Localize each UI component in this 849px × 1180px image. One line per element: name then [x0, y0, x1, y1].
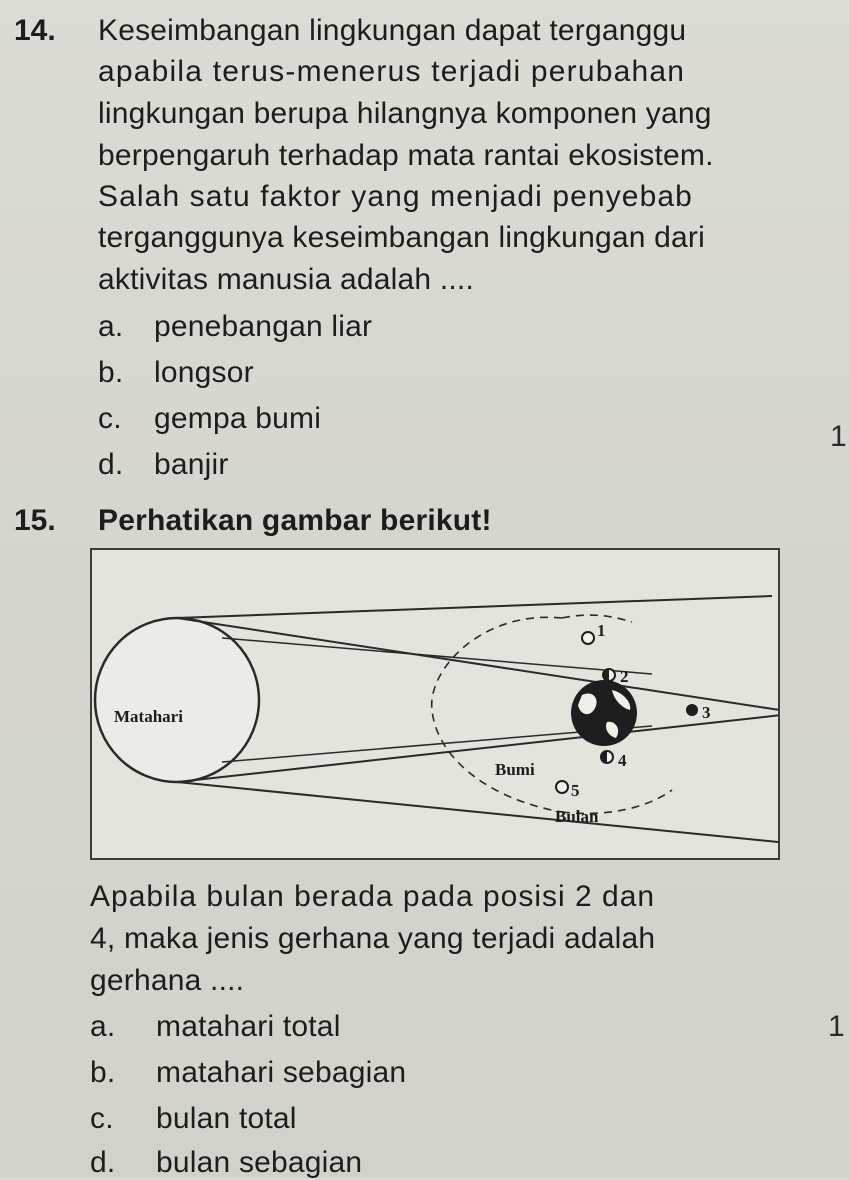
position-label-1: 1: [597, 621, 606, 640]
earth-label: Bumi: [495, 760, 535, 779]
option-text: gempa bumi: [154, 402, 322, 435]
moon-position-4: [601, 751, 613, 763]
position-label-4: 4: [618, 751, 627, 770]
question-line: apabila terus-menerus terjadi perubahan: [98, 55, 686, 88]
eclipse-diagram: [90, 548, 780, 860]
option-a[interactable]: [98, 310, 372, 344]
sun-shape: [95, 618, 259, 782]
option-letter: c.: [98, 402, 122, 435]
option-letter: b.: [90, 1056, 116, 1089]
question-line: lingkungan berupa hilangnya komponen yang: [98, 97, 712, 130]
option-c[interactable]: [98, 402, 321, 436]
question-line: Keseimbangan lingkungan dapat terganggu: [98, 14, 687, 47]
position-label-3: 3: [702, 703, 711, 722]
moon-label: Bulan: [555, 807, 599, 826]
moon-orbit: [432, 617, 562, 812]
question-line: berpengaruh terhadap mata rantai ekosistem.: [98, 139, 714, 172]
question-title: Perhatikan gambar berikut!: [98, 504, 492, 537]
question-number: 15.: [14, 504, 56, 537]
penumbra-line-lower: [177, 618, 778, 718]
option-text: longsor: [154, 356, 254, 389]
eclipse-diagram-svg: [92, 550, 778, 858]
position-label-2: 2: [620, 667, 629, 686]
margin-mark: 1: [828, 1010, 845, 1043]
question-line: Apabila bulan berada pada posisi 2 dan: [90, 880, 656, 913]
question-line: terganggunya keseimbangan lingkungan dari: [98, 221, 705, 254]
option-text: matahari total: [156, 1010, 341, 1043]
option-text: matahari sebagian: [156, 1056, 407, 1089]
option-letter: b.: [98, 356, 124, 389]
moon-position-1: [582, 632, 594, 644]
question-line: gerhana ....: [90, 964, 245, 997]
option-a[interactable]: [90, 1010, 341, 1044]
penumbra-line-upper: [177, 710, 778, 782]
earth-shape: [571, 680, 637, 746]
option-letter: d.: [90, 1146, 116, 1179]
moon-position-5: [556, 781, 568, 793]
option-text: bulan sebagian: [156, 1146, 363, 1179]
option-d[interactable]: [90, 1146, 362, 1180]
umbra-line-top: [177, 596, 772, 618]
option-letter: a.: [98, 310, 124, 343]
sun-label: Matahari: [114, 707, 183, 726]
position-label-5: 5: [571, 781, 580, 800]
option-letter: c.: [90, 1102, 114, 1135]
question-line: aktivitas manusia adalah ....: [98, 263, 474, 296]
question-number: 14.: [14, 14, 56, 47]
option-c[interactable]: [90, 1102, 297, 1136]
option-b[interactable]: [90, 1056, 406, 1090]
moon-position-2: [603, 669, 615, 681]
option-text: penebangan liar: [154, 310, 373, 343]
moon-position-3: [686, 704, 698, 716]
option-b[interactable]: [98, 356, 254, 390]
option-letter: d.: [98, 448, 124, 481]
question-line: 4, maka jenis gerhana yang terjadi adalah: [90, 922, 656, 955]
option-letter: a.: [90, 1010, 116, 1043]
question-line: Salah satu faktor yang menjadi penyebab: [98, 180, 693, 213]
umbra-line-bottom: [177, 782, 778, 842]
option-d[interactable]: [98, 448, 229, 482]
margin-mark: 1: [830, 420, 847, 453]
option-text: bulan total: [156, 1102, 297, 1135]
option-text: banjir: [154, 448, 229, 481]
